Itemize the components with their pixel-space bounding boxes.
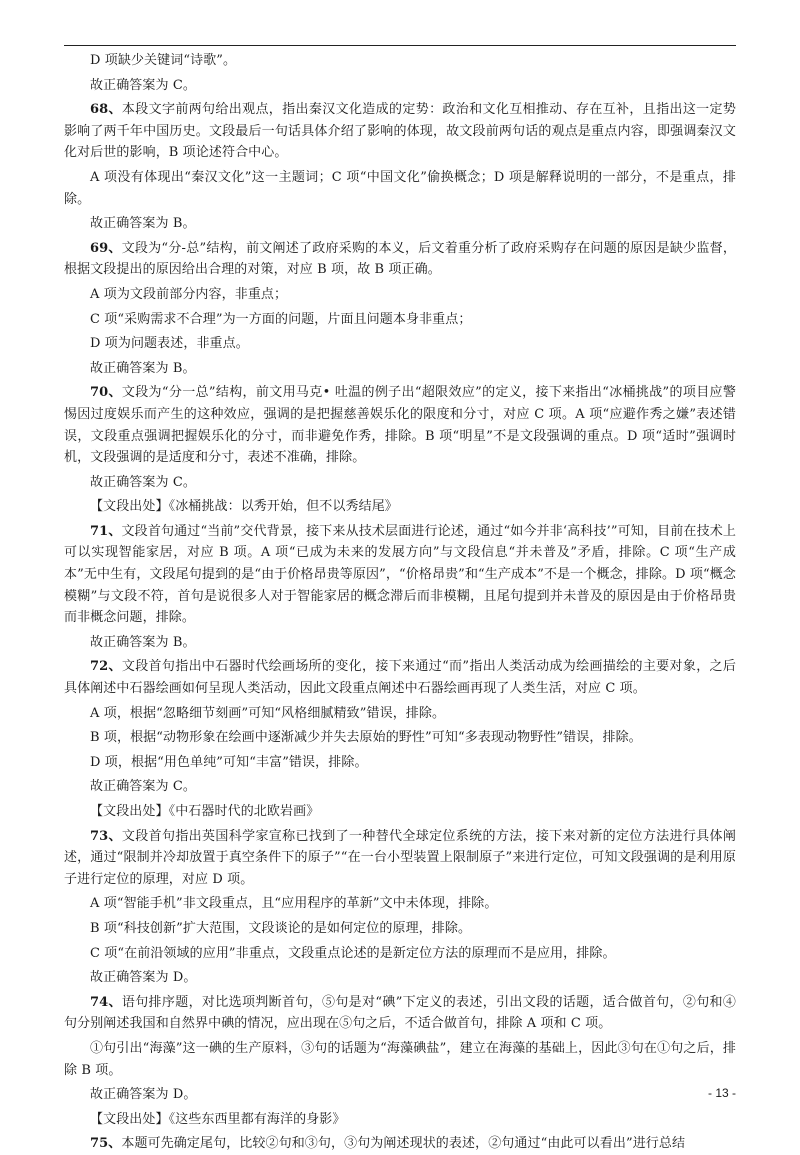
question-number: 72、 (90, 659, 122, 675)
explanation-paragraph (64, 167, 736, 210)
question-paragraph (64, 521, 736, 629)
paragraph-text: C 项“在前沿领域的应用”非重点，文段重点论述的是新定位方法的原理而不是应用，排除。 (90, 945, 616, 961)
answer-explanations (64, 50, 736, 1155)
paragraph-text: 故正确答案为 D。 (90, 1087, 197, 1103)
question-paragraph (64, 99, 736, 164)
question-paragraph (64, 992, 736, 1035)
paragraph-text: A 项没有体现出“秦汉文化”这一主题词；C 项“中国文化”偷换概念；D 项是解释说明的一部分，不是重点，排除。 (64, 169, 736, 207)
paragraph-text: 本段文字前两句给出观点，指出秦汉文化造成的定势：政治和文化互相推动、存在互补，且指出这一定势影响了两千年中国历史。文段最后一句话具体介绍了影响的体现，故文段前两句话的观点是重点内容，即强调秦汉文化对后世的影响，B 项论述符合中心。 (64, 102, 736, 161)
explanation-paragraph (64, 893, 736, 915)
question-paragraph (64, 382, 736, 468)
paragraph-text: A 项“智能手机”非文段重点，且“应用程序的革新”文中未体现，排除。 (90, 896, 498, 912)
paragraph-text: A 项，根据“忽略细节刻画”可知“风格细腻精致”错误，排除。 (90, 705, 446, 721)
explanation-paragraph (64, 333, 736, 355)
paragraph-text: 故正确答案为 B。 (90, 360, 196, 376)
question-paragraph (64, 656, 736, 699)
explanation-paragraph (64, 75, 736, 97)
question-number: 73、 (90, 828, 122, 844)
explanation-paragraph (64, 309, 736, 331)
explanation-paragraph (64, 472, 736, 494)
explanation-paragraph (64, 1109, 736, 1131)
paragraph-text: 文段首句指出英国科学家宣称已找到了一种替代全球定位系统的方法，接下来对新的定位方法进行具体阐述，通过“限制并冷却放置于真空条件下的原子”“在一台小型装置上限制原子”来进行定位，可知文段强调的是利用原子进行定位的原理，对应 D 项。 (64, 828, 736, 887)
question-number: 69、 (90, 240, 122, 256)
question-paragraph (64, 238, 736, 281)
question-paragraph (64, 1133, 736, 1155)
paragraph-text: B 项“科技创新”扩大范围，文段谈论的是如何定位的原理，排除。 (90, 920, 472, 936)
paragraph-text: C 项“采购需求不合理”为一方面的问题，片面且问题本身非重点； (90, 311, 472, 327)
explanation-paragraph (64, 801, 736, 823)
paragraph-text: 文段为“分-总”结构，前文阐述了政府采购的本义，后文着重分析了政府采购存在问题的原因是缺少监督，根据文段提出的原因给出合理的对策，对应 B 项，故 B 项正确。 (64, 240, 736, 278)
paragraph-text: D 项，根据“用色单纯”可知“丰富”错误，排除。 (90, 754, 368, 770)
question-number: 75、 (90, 1136, 122, 1152)
explanation-paragraph (64, 918, 736, 940)
paragraph-text: 故正确答案为 C。 (90, 474, 196, 490)
explanation-paragraph (64, 703, 736, 725)
paragraph-text: D 项缺少关键词“诗歌”。 (90, 53, 237, 68)
explanation-paragraph (64, 358, 736, 380)
paragraph-text: 故正确答案为 C。 (90, 779, 196, 795)
paragraph-text: 故正确答案为 D。 (90, 970, 197, 986)
explanation-paragraph (64, 1038, 736, 1081)
paragraph-text: 文段首句通过“当前”交代背景，接下来从技术层面进行论述，通过“如今并非‘高科技’”可知，目前在技术上可以实现智能家居，对应 B 项。A 项“已成为未来的发展方向”与文段信息“并未普及”矛盾，排除。C 项“生产成本”无中生有，文段尾句提到的是“由于价格昂贵等原因”，“价格昂贵”和“生产成本”不是一个概念，排除。D 项“概念模糊”与文段不符，首句是说很多人对于智能家居的概念滞后而非模糊，且尾句提到并未普及的原因是由于价格昂贵而非概念问题，排除。 (64, 523, 736, 626)
paragraph-text: 语句排序题，对比选项判断首句，⑤句是对“碘”下定义的表述，引出文段的话题，适合做首句，②句和④句分别阐述我国和自然界中碘的情况，应出现在⑤句之后，不适合做首句，排除 A 项和 C 项。 (64, 994, 736, 1032)
paragraph-text: 故正确答案为 B。 (90, 216, 196, 232)
paragraph-text: 故正确答案为 C。 (90, 77, 196, 93)
explanation-paragraph (64, 213, 736, 235)
explanation-paragraph (64, 752, 736, 774)
question-number: 68、 (90, 102, 122, 118)
paragraph-text: D 项为问题表述，非重点。 (90, 336, 249, 352)
paragraph-text: A 项为文段前部分内容，非重点； (90, 286, 288, 302)
explanation-paragraph (64, 943, 736, 965)
explanation-paragraph (64, 632, 736, 654)
header-rule (64, 45, 736, 46)
question-number: 74、 (90, 994, 122, 1010)
paragraph-text: 【文段出处】《中石器时代的北欧岩画》 (90, 804, 320, 819)
page-number: - 13 - (707, 1086, 736, 1100)
explanation-paragraph (64, 727, 736, 749)
paragraph-text: B 项，根据“动物形象在绘画中逐渐减少并失去原始的野性”可知“多表现动物野性”错误，排除。 (90, 730, 642, 746)
explanation-paragraph (64, 1084, 736, 1106)
paragraph-text: 【文段出处】《冰桶挑战：以秀开始，但不以秀结尾》 (90, 499, 398, 515)
explanation-paragraph (64, 967, 736, 989)
paragraph-text: 故正确答案为 B。 (90, 634, 196, 650)
paragraph-text: 本题可先确定尾句，比较②句和③句，③句为阐述现状的表述，②句通过“由此可以看出”进行总结 (121, 1136, 686, 1152)
explanation-paragraph (64, 50, 736, 72)
paragraph-text: ①句引出“海藻”这一碘的生产原料，③句的话题为“海藻碘盐”，建立在海藻的基础上，因此③句在①句之后，排除 B 项。 (64, 1040, 736, 1078)
explanation-paragraph (64, 496, 736, 518)
question-paragraph (64, 826, 736, 891)
paragraph-text: 【文段出处】《这些东西里都有海洋的身影》 (90, 1111, 346, 1127)
explanation-paragraph (64, 284, 736, 306)
question-number: 70、 (90, 385, 122, 401)
question-number: 71、 (90, 523, 122, 539)
paragraph-text: 文段首句指出中石器时代绘画场所的变化，接下来通过“而”指出人类活动成为绘画描绘的主要对象，之后具体阐述中石器绘画如何呈现人类活动，因此文段重点阐述中石器绘画再现了人类生活，对应 C 项。 (64, 659, 736, 697)
paragraph-text: 文段为“分一总”结构，前文用马克• 吐温的例子出“超限效应”的定义，接下来指出“冰桶挑战”的项目应警惕因过度娱乐而产生的这种效应，强调的是把握慈善娱乐化的限度和分寸，对应 C 项。A 项“应避作秀之嫌”表述错误，文段重点强调把握娱乐化的分寸，而非避免作秀，排除。B 项“明星”不是文段强调的重点。D 项“适时”强调时机，文段强调的是适度和分寸，表述不准确，排除。 (64, 385, 736, 466)
explanation-paragraph (64, 776, 736, 798)
